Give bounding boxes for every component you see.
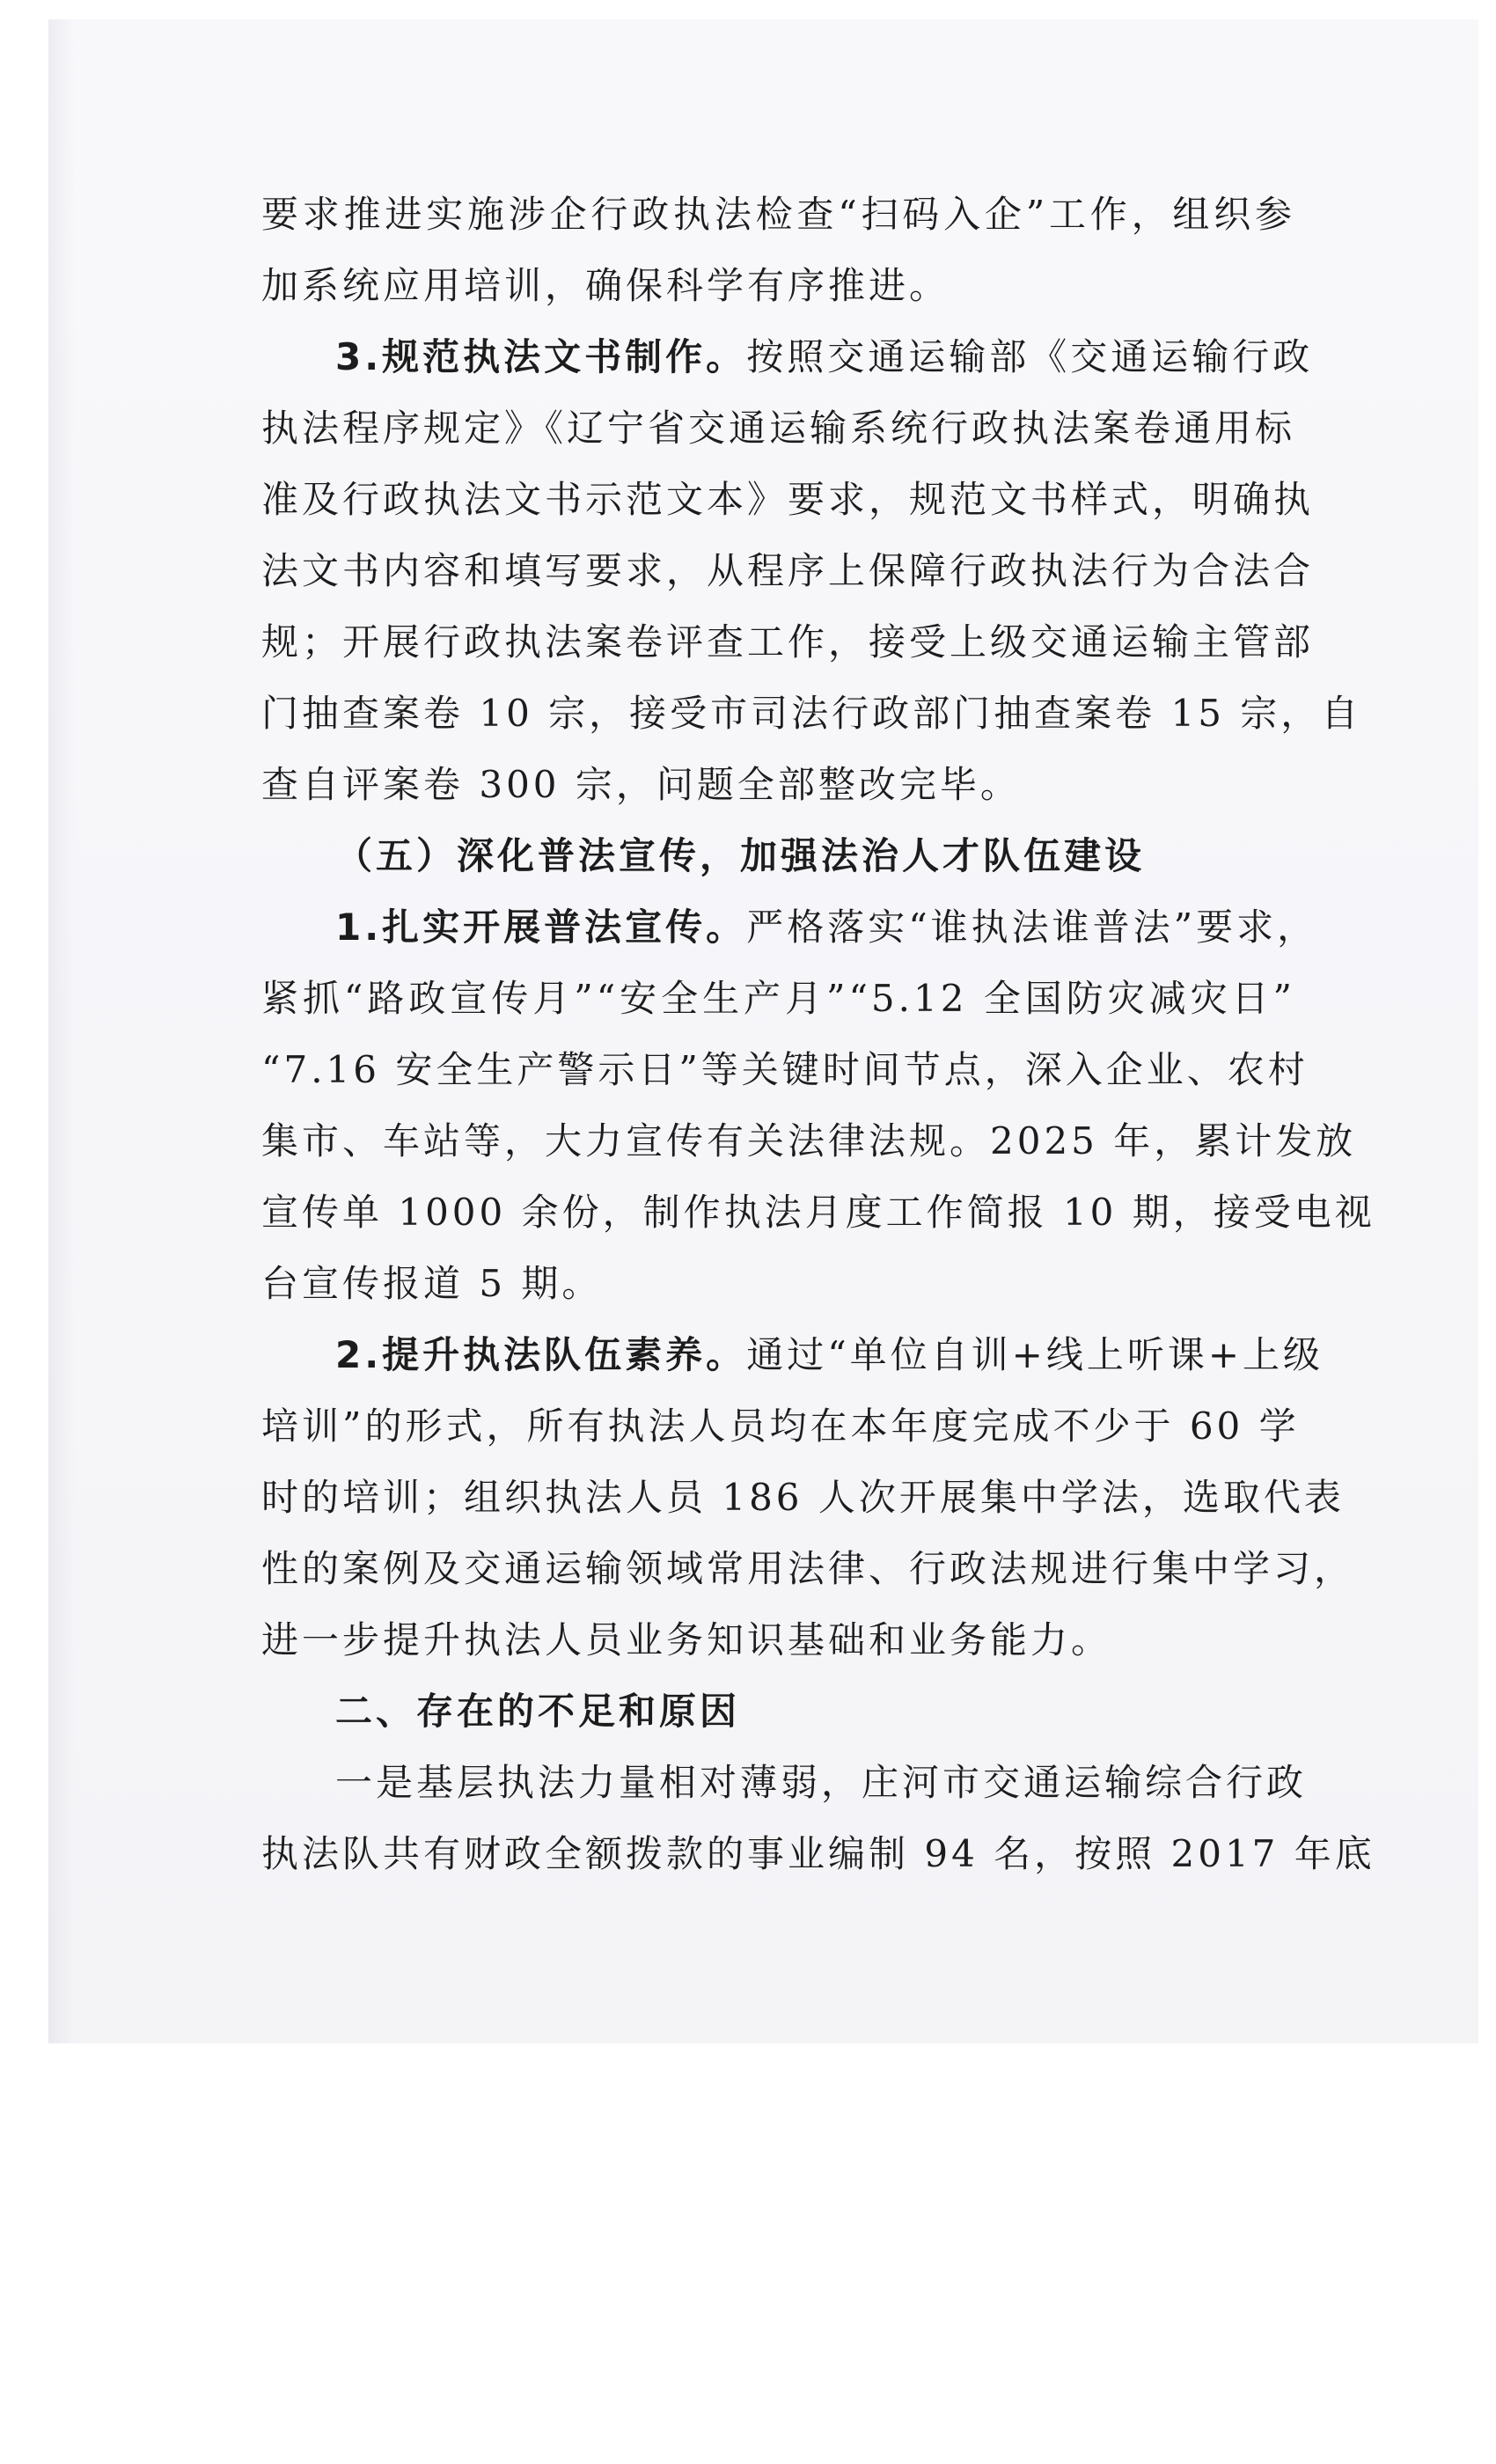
paragraph-line: [261, 967, 1295, 1030]
line-text: 培训”的形式，所有执法人员均在本年度完成不少于 60 学: [261, 1404, 1300, 1448]
line-text: 要求推进实施涉企行政执法检查“扫码入企”工作，组织参: [261, 193, 1295, 236]
paragraph-line: [261, 468, 1315, 532]
paragraph-line: [261, 753, 1021, 817]
scanned-paper: [48, 19, 1478, 2043]
line-text: 按照交通运输部《交通运输行政: [746, 335, 1314, 378]
line-text: 法文书内容和填写要求，从程序上保障行政执法行为合法合: [261, 549, 1315, 592]
heading-text: 二、存在的不足和原因: [335, 1690, 741, 1733]
paragraph-line: [335, 326, 1314, 389]
paragraph-line: [261, 1822, 1375, 1886]
line-text: 严格落实“谁执法谁普法”要求，: [746, 906, 1318, 949]
item-heading: 1.扎实开展普法宣传。: [335, 906, 747, 949]
line-text: “7.16 安全生产警示日”等关键时间节点，深入企业、农村: [261, 1048, 1309, 1091]
item-heading: 3.规范执法文书制作。: [335, 335, 747, 378]
paragraph-line: [335, 896, 1318, 959]
paragraph-line: [261, 183, 1295, 246]
paragraph-line: [335, 1751, 1308, 1815]
line-text: 通过“单位自训+线上听课+上级: [746, 1333, 1324, 1376]
section-subheading: [335, 825, 1145, 888]
paragraph-line: [261, 1038, 1309, 1102]
line-text: 一是基层执法力量相对薄弱，庄河市交通运输综合行政: [335, 1761, 1308, 1804]
paragraph-line: [261, 1395, 1300, 1458]
paragraph-line: [261, 397, 1295, 460]
line-text: 紧抓“路政宣传月”“安全生产月”“5.12 全国防灾减灾日”: [261, 977, 1295, 1020]
paragraph-line: [261, 1110, 1357, 1173]
line-text: 准及行政执法文书示范文本》要求，规范文书样式，明确执: [261, 478, 1315, 521]
line-text: 执法队共有财政全额拨款的事业编制 94 名，按照 2017 年底: [261, 1832, 1375, 1875]
line-text: 性的案例及交通运输领域常用法律、行政法规进行集中学习，: [261, 1547, 1355, 1590]
paragraph-line: [261, 1609, 1111, 1672]
line-text: 查自评案卷 300 宗，问题全部整改完毕。: [261, 763, 1021, 806]
paragraph-line: [261, 682, 1362, 745]
paragraph-line: [261, 1537, 1355, 1601]
section-heading: [335, 1680, 740, 1743]
paragraph-line: [335, 1324, 1324, 1387]
paragraph-line: [261, 1252, 602, 1316]
paragraph-line: [261, 1181, 1375, 1244]
paragraph-line: [261, 611, 1315, 674]
item-heading: 2.提升执法队伍素养。: [335, 1333, 747, 1376]
paragraph-line: [261, 539, 1315, 603]
line-text: 规；开展行政执法案卷评查工作，接受上级交通运输主管部: [261, 620, 1315, 664]
line-text: 执法程序规定》《辽宁省交通运输系统行政执法案卷通用标: [261, 407, 1296, 450]
line-text: 加系统应用培训，确保科学有序推进。: [261, 264, 950, 307]
subheading-text: （五）深化普法宣传，加强法治人才队伍建设: [335, 834, 1146, 877]
line-text: 集市、车站等，大力宣传有关法律法规。2025 年，累计发放: [261, 1119, 1357, 1162]
paragraph-line: [261, 1466, 1345, 1529]
paragraph-line: [261, 254, 950, 318]
line-text: 宣传单 1000 余份，制作执法月度工作简报 10 期，接受电视: [261, 1191, 1375, 1234]
line-text: 进一步提升执法人员业务知识基础和业务能力。: [261, 1618, 1112, 1661]
line-text: 门抽查案卷 10 宗，接受市司法行政部门抽查案卷 15 宗，自: [261, 692, 1362, 735]
line-text: 台宣传报道 5 期。: [261, 1262, 603, 1305]
line-text: 时的培训；组织执法人员 186 人次开展集中学法，选取代表: [261, 1476, 1345, 1519]
